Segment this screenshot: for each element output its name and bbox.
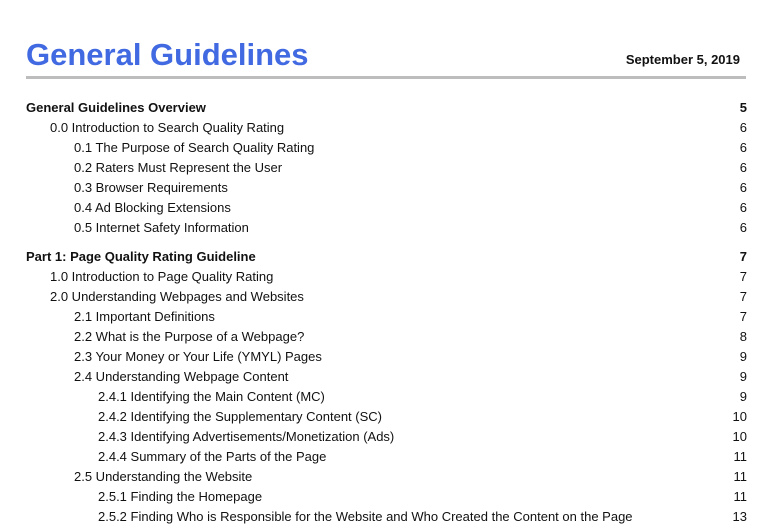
toc-entry-label[interactable]: 2.5 Understanding the Website <box>74 469 253 484</box>
toc-entry-row[interactable] <box>26 138 747 158</box>
toc-entry-label[interactable]: Part 1: Page Quality Rating Guideline <box>26 249 256 264</box>
toc-page-number: 9 <box>739 349 747 364</box>
toc-section-row[interactable] <box>26 98 747 118</box>
toc-entry-label[interactable]: 1.0 Introduction to Page Quality Rating <box>50 269 274 284</box>
toc-entry-label[interactable]: 2.4 Understanding Webpage Content <box>74 369 289 384</box>
toc-page-number: 11 <box>733 469 747 484</box>
toc-entry-label[interactable]: 2.4.2 Identifying the Supplementary Content (SC) <box>98 409 382 424</box>
toc-entry-label[interactable]: 2.5.2 Finding Who is Responsible for the Website and Who Created the Content on the Page <box>98 509 633 524</box>
toc-page-number: 13 <box>732 509 747 524</box>
toc-entry-label[interactable]: 2.4.3 Identifying Advertisements/Monetization (Ads) <box>98 429 395 444</box>
toc-entry-label[interactable]: General Guidelines Overview <box>26 100 206 115</box>
toc-entry-label[interactable]: 2.2 What is the Purpose of a Webpage? <box>74 329 305 344</box>
toc-entry-row[interactable] <box>26 267 747 287</box>
toc-page-number: 11 <box>733 489 747 504</box>
title-divider <box>26 76 746 79</box>
toc-entry-row[interactable] <box>26 387 747 407</box>
toc-entry-label[interactable]: 2.3 Your Money or Your Life (YMYL) Pages <box>74 349 322 364</box>
toc-page-number: 7 <box>739 309 747 324</box>
toc-entry-row[interactable] <box>26 427 747 447</box>
toc-entry-row[interactable] <box>26 198 747 218</box>
toc-page-number: 7 <box>739 289 747 304</box>
toc-page-number: 9 <box>739 369 747 384</box>
toc-entry-row[interactable] <box>26 467 747 487</box>
toc-entry-row[interactable] <box>26 447 747 467</box>
toc-entry-row[interactable] <box>26 507 747 527</box>
toc-entry-label[interactable]: 0.2 Raters Must Represent the User <box>74 160 283 175</box>
toc-page-number: 11 <box>733 449 747 464</box>
toc-entry-label[interactable]: 2.0 Understanding Webpages and Websites <box>50 289 304 304</box>
toc-page-number: 9 <box>739 389 747 404</box>
toc-page-number: 7 <box>739 269 747 284</box>
toc-entry-row[interactable] <box>26 158 747 178</box>
toc-entry-row[interactable] <box>26 287 747 307</box>
table-of-contents <box>26 98 747 527</box>
toc-entry-row[interactable] <box>26 327 747 347</box>
toc-page-number: 10 <box>732 409 747 424</box>
toc-entry-label[interactable]: 0.1 The Purpose of Search Quality Rating <box>74 140 315 155</box>
toc-entry-row[interactable] <box>26 367 747 387</box>
toc-entry-label[interactable]: 2.4.4 Summary of the Parts of the Page <box>98 449 327 464</box>
toc-entry-row[interactable] <box>26 307 747 327</box>
document-date: September 5, 2019 <box>625 52 740 67</box>
document-title: General Guidelines <box>26 37 309 72</box>
toc-entry-row[interactable] <box>26 118 747 138</box>
toc-page-number: 6 <box>739 200 747 215</box>
toc-page-number: 5 <box>739 100 747 115</box>
toc-entry-label[interactable]: 0.4 Ad Blocking Extensions <box>74 200 231 215</box>
toc-entry-row[interactable] <box>26 178 747 198</box>
toc-entry-label[interactable]: 2.1 Important Definitions <box>74 309 215 324</box>
toc-page-number: 6 <box>739 140 747 155</box>
toc-entry-row[interactable] <box>26 487 747 507</box>
toc-entry-row[interactable] <box>26 218 747 238</box>
toc-entry-row[interactable] <box>26 347 747 367</box>
toc-entry-label[interactable]: 0.5 Internet Safety Information <box>74 220 249 235</box>
toc-page-number: 6 <box>739 180 747 195</box>
toc-entry-row[interactable] <box>26 407 747 427</box>
toc-page-number: 6 <box>739 160 747 175</box>
toc-entry-label[interactable]: 2.4.1 Identifying the Main Content (MC) <box>98 389 325 404</box>
toc-page-number: 6 <box>739 220 747 235</box>
toc-entry-label[interactable]: 0.0 Introduction to Search Quality Rating <box>50 120 285 135</box>
document-header <box>26 36 746 74</box>
toc-section-row[interactable] <box>26 247 747 267</box>
toc-page-number: 7 <box>739 249 747 264</box>
toc-page-number: 10 <box>732 429 747 444</box>
toc-page-number: 8 <box>739 329 747 344</box>
toc-page-number: 6 <box>739 120 747 135</box>
toc-entry-label[interactable]: 2.5.1 Finding the Homepage <box>98 489 263 504</box>
toc-entry-label[interactable]: 0.3 Browser Requirements <box>74 180 228 195</box>
